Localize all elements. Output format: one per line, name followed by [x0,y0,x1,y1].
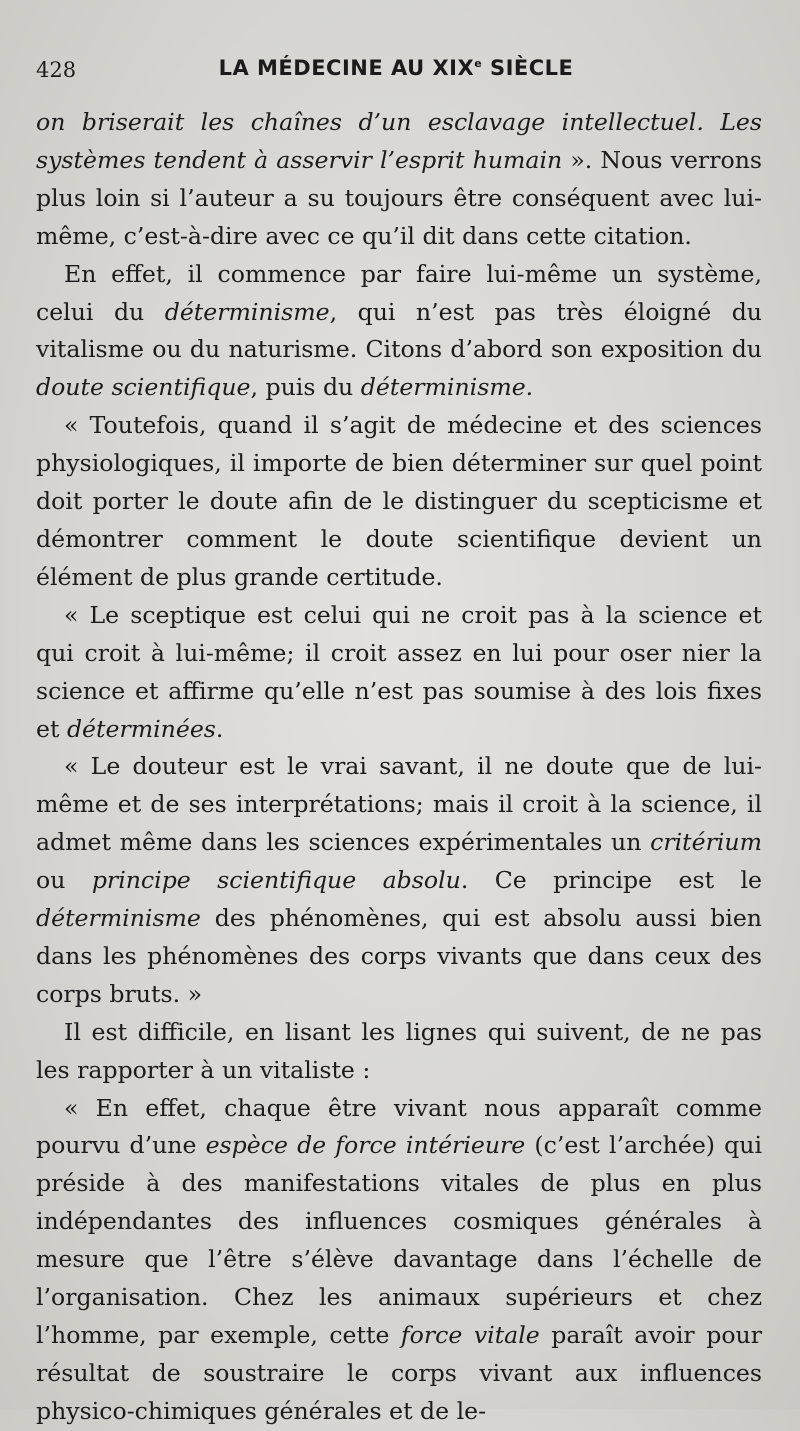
text-segment: « Le sceptique est celui qui ne croit pas à la science et qui croit à lui-même; il croit assez en lui pour oser nier la science et affirme qu’elle n’est pas soumise à des lois fixes et [36,600,762,743]
text-segment: « Toutefois, quand il s’agit de médecine et des sciences physiologiques, il importe de bien déterminer sur quel point doit porter le doute afin de le distinguer du scepticisme et démontrer comment le doute scientifique devient un élément de plus grande certitude. [36,411,762,591]
italic-text: espèce de force intérieure [205,1131,526,1160]
paragraph [36,597,762,749]
running-title: LA MÉDECINE AU XIXe SIÈCLE [218,56,574,80]
text-segment: des phénomènes, qui est absolu aussi bien dans les phénomènes des corps vivants que dans ceux des corps bruts. » [36,904,762,1008]
body-text [36,104,762,1431]
text-segment: Il est difficile, en lisant les lignes qui suivent, de ne pas les rapporter à un vitaliste : [36,1017,762,1084]
italic-text: doute scientifique [36,373,251,402]
italic-text: critérium [650,828,762,857]
text-segment: En effet, il commence par faire lui-même un système, celui du [36,259,762,326]
text-segment: paraît avoir pour résultat de soustraire le corps vivant aux influences physico-chimiques générales et de le- [36,1321,762,1425]
page-number: 428 [36,58,77,82]
text-segment: « Le douteur est le vrai savant, il ne doute que de lui-même et de ses interprétations; mais il croit à la science, il admet même dans les sciences expérimentales un [36,752,762,857]
paragraph [36,1014,762,1090]
page-header [36,50,756,90]
text-segment: . Ce principe est le [460,866,762,895]
italic-text: déterminées [66,714,216,743]
italic-text: on briserait les chaînes d’un esclavage intellectuel. Les systèmes tendent à asservir l’esprit humain [36,108,762,174]
paragraph [36,256,762,408]
paragraph [36,407,762,597]
paragraph [36,1090,762,1431]
italic-text: principe scientifique absolu [91,866,461,895]
text-segment: ou [36,866,92,895]
text-segment: ». Nous verrons plus loin si l’auteur a su toujours être conséquent avec lui-même, c’est-à-dire avec ce qu’il dit dans cette citation. [36,145,762,250]
italic-text: déterminisme [36,904,201,933]
text-segment: , qui n’est pas très éloigné du vitalisme ou du naturisme. Citons d’abord son exposition du [36,297,762,364]
text-segment: , puis du [250,373,361,402]
paragraph [36,104,762,256]
italic-text: déterminisme [164,297,330,326]
italic-text: déterminisme. [360,373,534,402]
text-segment: (c’est l’archée) qui préside à des manifestations vitales de plus en plus indépendantes des influences cosmiques générales à mesure que l’être s’élève davantage dans l’échelle de l’organisation. Chez les animaux supérieurs et chez l’homme, par exemple, cette [36,1131,762,1349]
italic-text: force vitale [400,1321,540,1349]
text-segment: « En effet, chaque être vivant nous apparaît comme pourvu d’une [36,1093,762,1160]
text-segment: . [215,714,224,743]
paragraph [36,748,762,1013]
